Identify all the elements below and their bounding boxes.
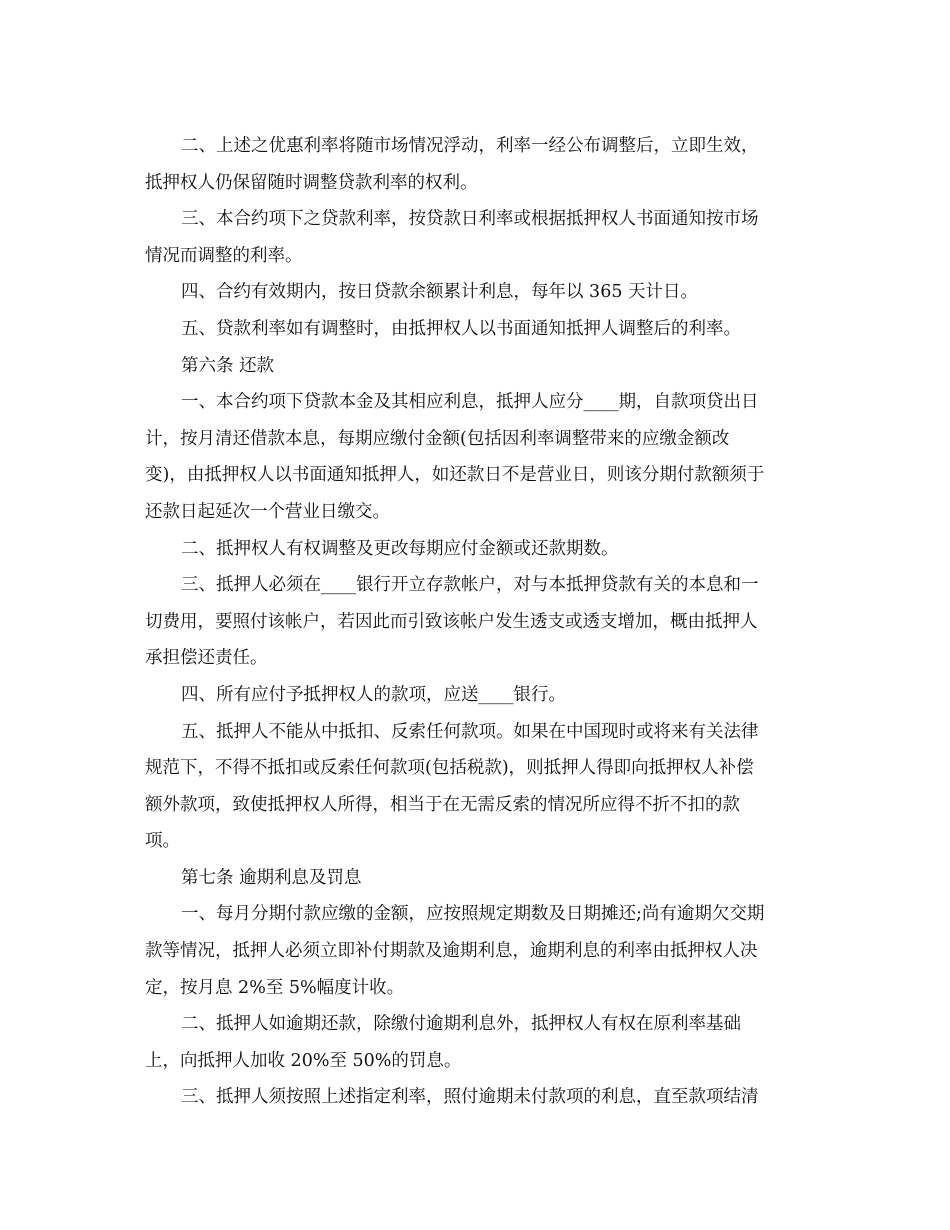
paragraph <box>145 677 810 714</box>
paragraph <box>145 567 810 677</box>
text-line: 第七条 逾期利息及罚息 <box>181 867 362 888</box>
text-line: 一、本合约项下贷款本金及其相应利息，抵押人应分____期，自款项贷出日 <box>181 392 759 413</box>
paragraph <box>145 531 810 568</box>
text-line: 五、抵押人不能从中抵扣、反索任何款项。如果在中国现时或将来有关法律 <box>181 721 759 742</box>
text-line: 四、所有应付予抵押权人的款项，应送____银行。 <box>181 684 566 705</box>
paragraph <box>145 201 810 274</box>
paragraph <box>145 128 810 201</box>
text-line: 四、合约有效期内，按日贷款余额累计利息，每年以 365 天计日。 <box>181 282 699 303</box>
text-line: 二、抵押权人有权调整及更改每期应付金额或还款期数。 <box>181 538 619 559</box>
paragraph <box>145 1079 810 1116</box>
text-line: 上，向抵押人加收 20%至 50%的罚息。 <box>145 1050 462 1071</box>
text-line: 变)，由抵押权人以书面通知抵押人，如还款日不是营业日，则该分期付款额须于 <box>145 465 765 486</box>
text-line: 一、每月分期付款应缴的金额，应按照规定期数及日期摊还;尚有逾期欠交期 <box>181 904 765 925</box>
text-line: 第六条 还款 <box>181 355 275 376</box>
paragraph <box>145 714 810 860</box>
text-line: 定，按月息 2%至 5%幅度计收。 <box>145 977 405 998</box>
text-line: 额外款项，致使抵押权人所得，相当于在无需反索的情况所应得不折不扣的款 <box>145 794 740 815</box>
paragraph <box>145 384 810 530</box>
document-body <box>145 128 810 1116</box>
paragraph <box>145 311 810 348</box>
text-line: 二、抵押人如逾期还款，除缴付逾期利息外，抵押权人有权在原利率基础 <box>181 1014 741 1035</box>
text-line: 还款日起延次一个营业日缴交。 <box>145 501 390 522</box>
text-line: 款等情况，抵押人必须立即补付期款及逾期利息，逾期利息的利率由抵押权人决 <box>145 941 758 962</box>
text-line: 五、贷款利率如有调整时，由抵押权人以书面通知抵押人调整后的利率。 <box>181 318 741 339</box>
paragraph <box>145 896 810 1006</box>
text-line: 二、上述之优惠利率将随市场情况浮动，利率一经公布调整后，立即生效， <box>181 136 759 156</box>
text-line: 承担偿还责任。 <box>145 648 268 669</box>
paragraph <box>145 274 810 311</box>
text-line: 计，按月清还借款本息，每期应缴付金额(包括因利率调整带来的应缴金额改 <box>145 428 730 449</box>
text-line: 切费用，要照付该帐户，若因此而引致该帐户发生透支或透支增加，概由抵押人 <box>145 611 758 632</box>
text-line: 三、抵押人必须在____银行开立存款帐户，对与本抵押贷款有关的本息和一 <box>181 575 759 596</box>
section-heading <box>145 860 810 897</box>
section-heading <box>145 348 810 385</box>
text-line: 三、本合约项下之贷款利率，按贷款日利率或根据抵押权人书面通知按市场 <box>181 209 759 230</box>
text-line: 三、抵押人须按照上述指定利率，照付逾期未付款项的利息，直至款项结清 <box>181 1087 759 1108</box>
text-line: 规范下，不得不抵扣或反索任何款项(包括税款)，则抵押人得即向抵押权人补偿 <box>145 758 754 779</box>
text-line: 情况而调整的利率。 <box>145 245 303 266</box>
paragraph <box>145 1006 810 1079</box>
text-line: 抵押权人仍保留随时调整贷款利率的权利。 <box>145 172 478 193</box>
text-line: 项。 <box>145 831 180 852</box>
